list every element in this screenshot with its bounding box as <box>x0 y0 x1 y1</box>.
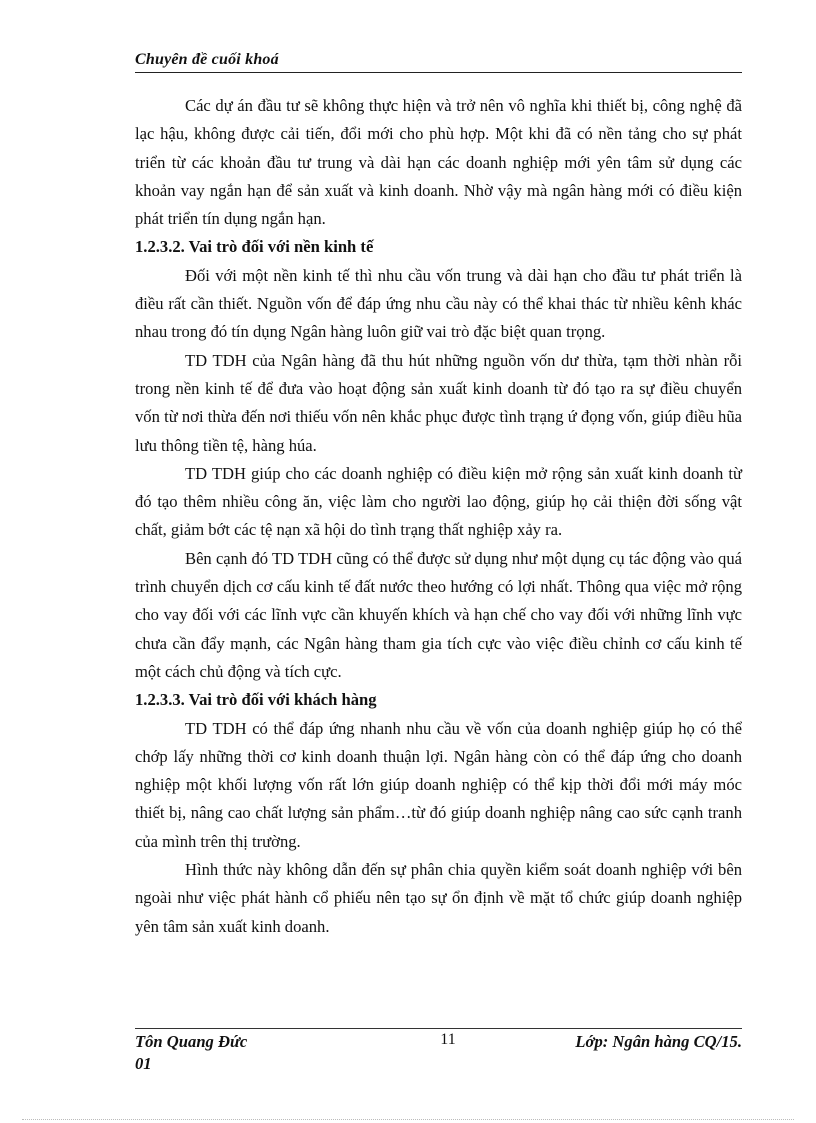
paragraph-7: Hình thức này không dẫn đến sự phân chia quyền kiểm soát doanh nghiệp với bên ngoài như việc phát hành cổ phiếu nên tạo sự ổn định về mặt tổ chức giúp doanh nghiệp yên tâm sản xuất kinh doanh. <box>135 860 742 936</box>
footer-author-suffix: 01 <box>135 1054 152 1073</box>
section-heading-1-2-3-3: 1.2.3.3. Vai trò đối với khách hàng <box>135 690 377 710</box>
footer-divider <box>135 1028 742 1029</box>
paragraph-2: Đối với một nền kinh tế thì nhu cầu vốn trung và dài hạn cho đầu tư phát triển là điều rất cần thiết. Nguồn vốn để đáp ứng nhu cầu này có thể khai thác từ nhiều kênh khác nhau trong đó tín dụng Ngân hàng luôn giữ vai trò đặc biệt quan trọng. <box>135 265 742 342</box>
page-bottom-border <box>22 1119 794 1120</box>
page-header <box>135 50 742 73</box>
paragraph-6: TD TDH có thể đáp ứng nhanh nhu cầu về vốn của doanh nghiệp giúp họ có thể chớp lấy những thời cơ kinh doanh thuận lợi. Ngân hàng còn có thể đáp ứng cho doanh nghiệp một khối lượng vốn rất lớn giúp doanh nghiệp có thể kịp thời đổi mới máy móc thiết bị, nâng cao chất lượng sản phẩm…từ đó giúp doanh nghiệp nâng cao sức cạnh tranh của mình trên thị trường. <box>135 718 742 851</box>
document-body <box>135 92 742 941</box>
page-number: 11 <box>440 1031 456 1048</box>
paragraph-4: TD TDH giúp cho các doanh nghiệp có điều kiện mở rộng sản xuất kinh doanh từ đó tạo thêm nhiều công ăn, việc làm cho người lao động, giúp họ cải thiện đời sống vật chất, giảm bớt các tệ nạn xã hội do tình trạng thất nghiệp xảy ra. <box>135 463 742 540</box>
header-title: Chuyên đề cuối khoá <box>135 51 279 68</box>
paragraph-3: TD TDH của Ngân hàng đã thu hút những nguồn vốn dư thừa, tạm thời nhàn rỗi trong nền kinh tế để đưa vào hoạt động sản xuất kinh doanh từ đó tạo ra sự điều chuyển vốn từ nơi thừa đến nơi thiếu vốn nên khắc phục được tình trạng ứ đọng vốn, giúp điều hũa lưu thông tiền tệ, hàng húa. <box>135 350 742 455</box>
section-heading-1-2-3-2: 1.2.3.2. Vai trò đối với nền kinh tế <box>135 237 374 257</box>
footer-author-name: Tôn Quang Đức <box>135 1032 248 1051</box>
paragraph-5: Bên cạnh đó TD TDH cũng có thể được sử dụng như một dụng cụ tác động vào quá trình chuyển dịch cơ cấu kinh tế đất nước theo hướng có lợi nhất. Thông qua việc mở rộng cho vay đối với các lĩnh vực cần khuyến khích và hạn chế cho vay đối với những lĩnh vực chưa cần đẩy mạnh, các Ngân hàng tham gia tích cực vào việc điều chỉnh cơ cấu kinh tế một cách chủ động và tích cực. <box>135 548 742 681</box>
paragraph-1: Các dự án đầu tư sẽ không thực hiện và trở nên vô nghĩa khi thiết bị, công nghệ đã lạc hậu, không được cải tiến, đổi mới cho phù hợp. Một khi đã có nền tảng cho sự phát triển từ các khoản đầu tư trung và dài hạn các doanh nghiệp mới yên tâm sử dụng các khoản vay ngắn hạn để sản xuất và kinh doanh. Nhờ vậy mà ngân hàng mới có điều kiện phát triển tín dụng ngắn hạn. <box>135 96 742 229</box>
footer-class-label: Lớp: Ngân hàng CQ/15. <box>575 1032 742 1051</box>
footer-author <box>135 1031 285 1075</box>
